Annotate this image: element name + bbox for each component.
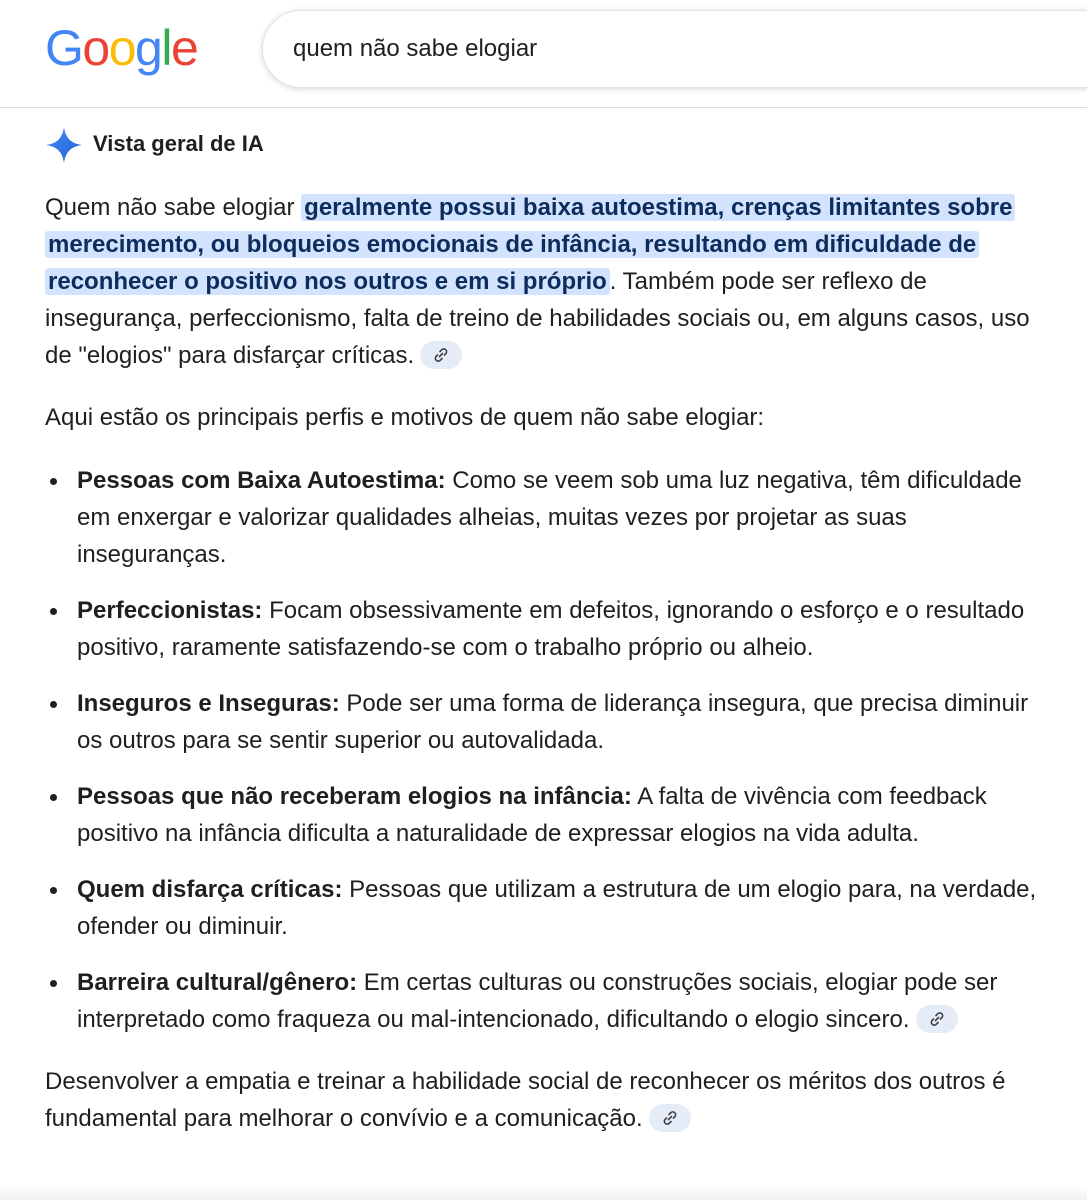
- ai-overview-body: [45, 189, 1055, 1137]
- ai-overview-title: Vista geral de IA: [93, 131, 264, 156]
- list-item-title: Quem disfarça críticas:: [77, 876, 343, 903]
- summary-suffix: . Também pode ser reflexo de insegurança, perfeccionismo, falta de treino de habilidades sociais ou, em alguns casos, uso de "elogios" para disfarçar críticas.: [45, 268, 1030, 369]
- link-icon: [662, 1110, 678, 1126]
- link-icon: [433, 347, 449, 363]
- list-item-text: Pessoas que utilizam a estrutura de um elogio para, na verdade, ofender ou diminuir.: [77, 876, 1037, 940]
- closing-paragraph: [45, 1063, 1055, 1137]
- source-link-button[interactable]: [916, 1005, 958, 1033]
- logo-letter: e: [170, 20, 198, 76]
- logo-letter: o: [82, 20, 109, 76]
- list-item: [77, 592, 1055, 666]
- summary-highlight[interactable]: geralmente possui baixa autoestima, crenças limitantes sobre merecimento, ou bloqueios emocionais de infância, resultando em dificuldade de reconhecer o positivo nos outros e em si próprio: [45, 194, 1015, 295]
- list-item-title: Perfeccionistas:: [77, 597, 263, 624]
- list-item-text: Focam obsessivamente em defeitos, ignorando o esforço e o resultado positivo, raramente satisfazendo-se com o trabalho próprio ou alheio.: [77, 597, 1025, 661]
- logo-letter: o: [108, 20, 136, 76]
- bottom-fade: [0, 1185, 1087, 1200]
- summary-paragraph: [45, 189, 1055, 374]
- list-item-text: Pode ser uma forma de liderança insegura, que precisa diminuir os outros para se sentir superior ou autovalidada.: [77, 690, 1029, 754]
- list-item-title: Pessoas com Baixa Autoestima:: [77, 467, 446, 494]
- list-item: [77, 462, 1055, 573]
- list-item: [77, 871, 1055, 945]
- list-item-title: Inseguros e Inseguras:: [77, 690, 340, 717]
- list-item-text: Como se veem sob uma luz negativa, têm dificuldade em enxergar e valorizar qualidades alheias, muitas vezes por projetar as suas inseguranças.: [77, 467, 1022, 568]
- list-item: [77, 685, 1055, 759]
- logo-letter: G: [45, 20, 83, 76]
- source-link-button[interactable]: [649, 1104, 691, 1132]
- list-item: [77, 778, 1055, 852]
- google-logo[interactable]: [45, 18, 197, 78]
- search-box[interactable]: [262, 10, 1087, 88]
- search-input[interactable]: [293, 29, 1053, 69]
- list-item-text: A falta de vivência com feedback positivo na infância dificulta a naturalidade de expressar elogios na vida adulta.: [77, 783, 987, 847]
- logo-letter: g: [135, 20, 162, 76]
- search-header: [0, 0, 1087, 108]
- closing-text: Desenvolver a empatia e treinar a habilidade social de reconhecer os méritos dos outros é fundamental para melhorar o convívio e a comunicação.: [45, 1068, 1006, 1132]
- logo-letter: l: [161, 20, 171, 76]
- list-intro: Aqui estão os principais perfis e motivos de quem não sabe elogiar:: [45, 404, 765, 431]
- summary-prefix: Quem não sabe elogiar: [45, 194, 302, 221]
- source-link-button[interactable]: [420, 341, 462, 369]
- list-item-title: Pessoas que não receberam elogios na infância:: [77, 783, 632, 810]
- list-item-title: Barreira cultural/gênero:: [77, 969, 358, 996]
- reasons-list: [45, 462, 1055, 1038]
- gemini-sparkle-icon: [45, 126, 83, 164]
- list-item-text: Em certas culturas ou construções sociais, elogiar pode ser interpretado como fraqueza ou mal-intencionado, dificultando o elogio sincero.: [77, 969, 998, 1033]
- list-item: [77, 964, 1055, 1038]
- link-icon: [929, 1011, 945, 1027]
